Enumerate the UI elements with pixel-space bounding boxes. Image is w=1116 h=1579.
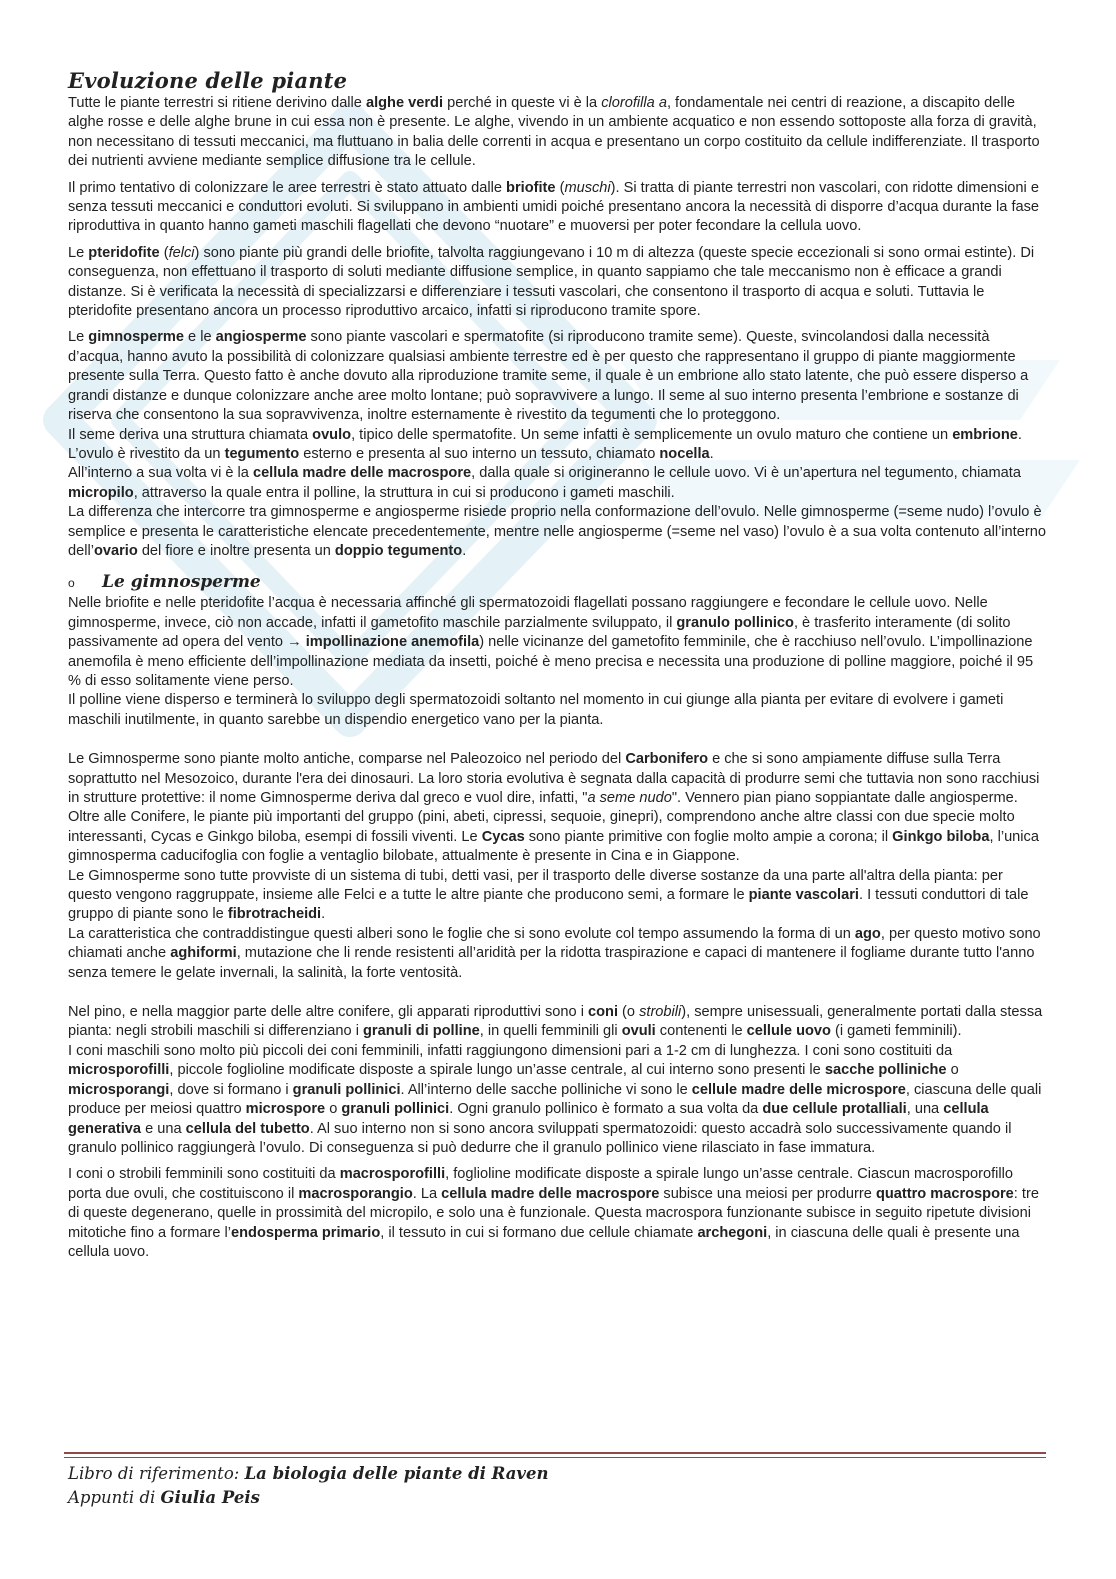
paragraph-ovulo: Il seme deriva una struttura chiamata ovulo, tipico delle spermatofite. Un seme infatti è semplicemente un ovulo maturo che contiene un embrione. L’ovulo è rivestito da un tegumento esterno e presenta al suo interno un tessuto, chiamato nocella. [68, 426, 1022, 462]
paragraph-foglie: La caratteristica che contraddistingue questi alberi sono le foglie che si sono evolute col tempo assumendo la forma di un ago, per questo motivo sono chiamati anche aghiformi, mutazione che li rende resistenti all’aridità per la ridotta traspirazione e capaci di mantenere il fogliame durante tutto l'anno senza temere le gelate invernali, la salinità, la forte ventosità. [68, 925, 1041, 981]
paragraph-differenza: La differenza che intercorre tra gimnosperme e angiosperme risiede proprio nella conformazione dell’ovulo. Nelle gimnosperme (=seme nudo) l’ovulo è semplice e presenta le caratteristiche elencate precedentemente, mentre nelle angiosperme (=seme nel vaso) l’ovulo è a sua volta contenuto all’interno dell’ovario del fiore e inoltre presenta un doppio tegumento. [68, 504, 1046, 559]
paragraph-alghe: Tutte le piante terrestri si ritiene derivino dalle alghe verdi perché in queste vi è la clorofilla a, fondamentale nei centri di reazione, a discapito delle alghe rosse e delle alghe brune in cui essa non è presente. Le alghe, vivendo in un ambiente acquatico e non essendo sottoposte alla forza di gravità, non necessitano di tessuti meccanici, ma fluttuano in balia delle correnti in acqua e presentano un corpo costituito da cellule indifferenziate. Il trasporto dei nutrienti avviene mediante semplice diffusione tra le cellule. [68, 95, 1040, 170]
footer-reference: Libro di riferimento: La biologia delle piante di Raven [68, 1464, 549, 1483]
paragraph-pteridofite: Le pteridofite (felci) sono piante più grandi delle briofite, talvolta raggiungevano i 10 m di altezza (queste specie eccezionali si sono ormai estinte). Di conseguenza, non effettuano il trasporto di soluti mediante diffusione semplice, in quanto sappiamo che tale meccanismo non è efficace a grandi distanze. Si è verificata la necessità di specializzarsi e differenziare i tessuti vascolari, che consentono il trasporto di acqua e soluti. Tuttavia le pteridofite presentano ancora un processo riproduttivo arcaico, infatti si riproducono tramite spore. [68, 244, 1035, 320]
footer-rule-thin [64, 1457, 1046, 1458]
paragraph-conifere: Oltre alle Conifere, le piante più importanti del gruppo (pini, abeti, cipressi, sequoie, ginepri), comprendono anche altre classi con due specie molto interessanti, Cycas e Ginkgo biloba, esempi di fossili viventi. Le Cycas sono piante primitive con foglie molto ampie a corona; il Ginkgo biloba, l’unica gimnosperma caducifoglia con foglie a ventaglio bilobate, attualmente è presente in Cina e in Giappone. [68, 809, 1039, 865]
footer-rule-thick [64, 1452, 1046, 1454]
main-content [68, 68, 1048, 1269]
paragraph-storia: Le Gimnosperme sono piante molto antiche, comparse nel Paleozoico nel periodo del Carbonifero e che si sono ampiamente diffuse sulla Terra soprattutto nel Mesozoico, durante l'era dei dinosauri. La loro storia evolutiva è segnata dalla capacità di produrre semi che tuttavia non sono racchiusi in strutture protettive: il nome Gimnosperme deriva dal greco e vuol dire, infatti, "a seme nudo". Vennero pian piano soppiantate dalle angiosperme. [68, 751, 1040, 806]
paragraph-impollinazione: Nelle briofite e nelle pteridofite l’acqua è necessaria affinché gli spermatozoidi flagellati possano raggiungere e fecondare le cellule uovo. Nelle gimnosperme, invece, ciò non accade, infatti il gametofito maschile parzialmente sviluppato, il granulo pollinico, è trasferito interamente (di solito passivamente ad opera del vento → impollinazione anemofila) nelle vicinanze del gametofito femminile, che è racchiuso nell’ovulo. L’impollinazione anemofila è meno efficiente dell’impollinazione mediata da insetti, poiché è meno precisa e necessita una produzione di polline maggiore, poiché il 95 % di esso solitamente viene perso. [68, 595, 1034, 689]
paragraph-coni-maschili: I coni maschili sono molto più piccoli dei coni femminili, infatti raggiungono dimensioni pari a 1-2 cm di lunghezza. I coni sono costituiti da microsporofilli, piccole foglioline modificate disposte a spirale lungo un’asse centrale, al cui interno sono presenti le sacche polliniche o microsporangi, dove si formano i granuli pollinici. All’interno delle sacche polliniche vi sono le cellule madre delle microspore, ciascuna delle quali produce per meiosi quattro microspore o granuli pollinici. Ogni granulo pollinico è formato a sua volta da due cellule protalliali, una cellula generativa e una cellula del tubetto. Al suo interno non si sono ancora sviluppati spermatozoidi: questo accadrà solo successivamente quando il granulo pollinico raggiungerà l’ovulo. Di conseguenza si può dedurre che il granulo pollinico viene rilasciato in fase immatura. [68, 1042, 1042, 1156]
paragraph-coni: Nel pino, e nella maggior parte delle altre conifere, gli apparati riproduttivi sono i coni (o strobili), sempre unisessuali, generalmente portati dalla stessa pianta: negli strobili maschili si differenziano i granuli di polline, in quelli femminili gli ovuli contenenti le cellule uovo (i gameti femminili). [68, 1004, 1043, 1040]
section-heading-gimnosperme: o Le gimnosperme [68, 572, 261, 593]
paragraph-vasi: Le Gimnosperme sono tutte provviste di un sistema di tubi, detti vasi, per il trasporto delle diverse sostanze da una parte all'altra della pianta: per questo vengono raggruppate, insieme alle Felci e a tutte le altre piante che producono semi, a formare le piante vascolari. I tessuti conduttori di tale gruppo di piante sono le fibrotracheidi. [68, 867, 1029, 923]
page-title: Evoluzione delle piante [68, 68, 348, 93]
paragraph-spermatofite: Le gimnosperme e le angiosperme sono piante vascolari e spermatofite (si riproducono tramite seme). Queste, svincolandosi dalla necessità d’acqua, hanno avuto la possibilità di colonizzare qualsiasi ambiente terrestre ed è per questo che rappresentano il gruppo di piante maggiormente presente sulla Terra. Questo fatto è anche dovuto alla riproduzione tramite seme, il quale è un embrione allo stato latente, che può essere disperso a grandi distanze e dunque colonizzare anche aree molto lontane; può sopravvivere a lungo. Il seme al suo interno presenta l’embrione e sostanze di riserva che consentono la sua sopravvivenza, inoltre esternamente è rivestito da tegumenti che lo proteggono. [68, 329, 1029, 424]
paragraph-polline: Il polline viene disperso e terminerà lo sviluppo degli spermatozoidi soltanto nel momento in cui giunge alla pianta per evitare di evolvere i gameti maschili inutilmente, in quanto sarebbe un dispendio energetico vano per la pianta. [68, 692, 1004, 728]
paragraph-briofite: Il primo tentativo di colonizzare le aree terrestri è stato attuato dalle briofite (muschi). Si tratta di piante terrestri non vascolari, con ridotte dimensioni e senza tessuti meccanici e conduttori evoluti. Si sviluppano in ambienti umidi poiché presentano ancora la necessità di disporre d’acqua durante la fase riproduttiva in quanto hanno gameti maschili flagellati che devono “nuotare” e muoversi per poter fecondare la cellula uovo. [68, 179, 1040, 235]
bullet-icon: o [68, 576, 75, 591]
footer-author: Appunti di Giulia Peis [68, 1488, 260, 1507]
arrow-icon: → [287, 634, 302, 651]
footer-divider [64, 1452, 1046, 1458]
paragraph-micropilo: All’interno a sua volta vi è la cellula madre delle macrospore, dalla quale si origineranno le cellule uovo. Vi è un’apertura nel tegumento, chiamata micropilo, attraverso la quale entra il polline, la struttura in cui si producono i gameti maschili. [68, 465, 1021, 501]
paragraph-coni-femminili: I coni o strobili femminili sono costituiti da macrosporofilli, foglioline modificate disposte a spirale lungo un’asse centrale. Ciascun macrosporofillo porta due ovuli, che costituiscono il macrosporangio. La cellula madre delle macrospore subisce una meiosi per produrre quattro macrospore: tre di queste degenerano, quelle in prossimità del micropilo, e solo una è funzionale. Questa macrospora funzionante subisce in seguito ripetute divisioni mitotiche fino a formare l’endosperma primario, il tessuto in cui si formano due cellule chiamate archegoni, in ciascuna delle quali è presente una cellula uovo. [68, 1166, 1039, 1260]
page-footer [68, 1462, 968, 1510]
